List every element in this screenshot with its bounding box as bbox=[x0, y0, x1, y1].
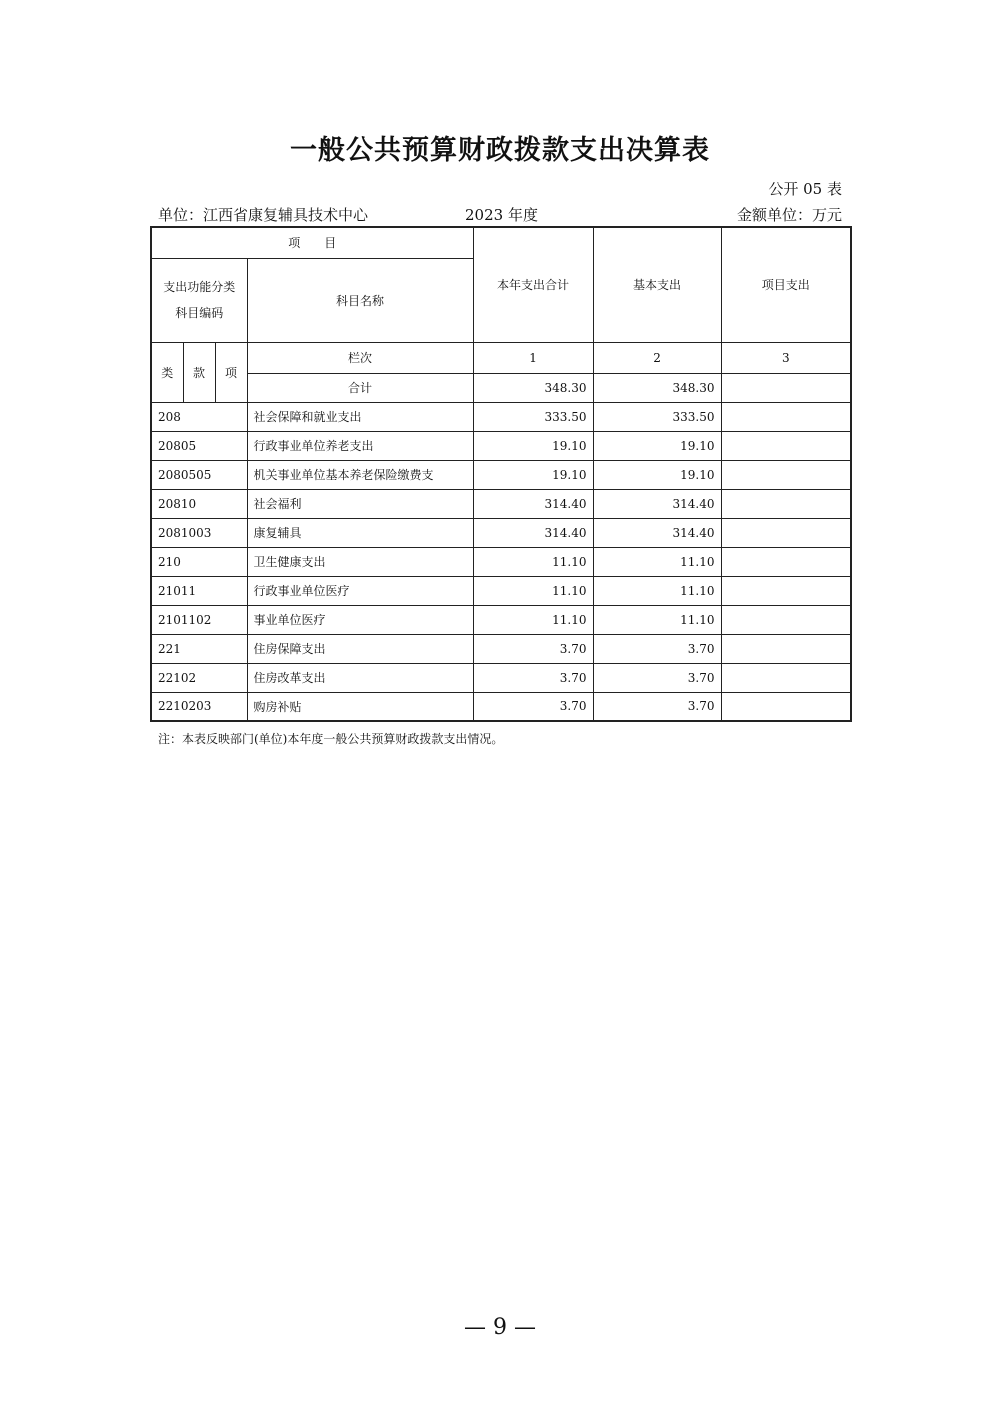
row-project bbox=[721, 489, 851, 518]
table-row bbox=[151, 460, 851, 489]
row-basic: 19.10 bbox=[593, 460, 721, 489]
row-total: 3.70 bbox=[473, 692, 593, 721]
row-code: 208 bbox=[151, 402, 247, 431]
table-note: 注：本表反映部门(单位)本年度一般公共预算财政拨款支出情况。 bbox=[158, 732, 504, 746]
row-project bbox=[721, 402, 851, 431]
header-lei: 类 bbox=[151, 342, 183, 402]
sum-label: 合计 bbox=[247, 373, 473, 402]
fiscal-year: 2023 年度 bbox=[465, 206, 538, 224]
row-basic: 11.10 bbox=[593, 547, 721, 576]
expenditure-table bbox=[150, 226, 852, 722]
row-project bbox=[721, 692, 851, 721]
table-row bbox=[151, 402, 851, 431]
reporting-unit: 单位：江西省康复辅具技术中心 bbox=[158, 206, 369, 224]
row-code: 22102 bbox=[151, 663, 247, 692]
row-project bbox=[721, 605, 851, 634]
row-project bbox=[721, 460, 851, 489]
row-subject-name: 住房改革支出 bbox=[247, 663, 473, 692]
row-total: 11.10 bbox=[473, 576, 593, 605]
table-row bbox=[151, 431, 851, 460]
sum-basic: 348.30 bbox=[593, 373, 721, 402]
header-basic-col: 基本支出 bbox=[593, 227, 721, 342]
table-row bbox=[151, 489, 851, 518]
page-number: — 9 — bbox=[464, 1315, 536, 1340]
header-lanci: 栏次 bbox=[247, 342, 473, 373]
header-project-col: 项目支出 bbox=[721, 227, 851, 342]
header-func-code-line1: 支出功能分类 bbox=[163, 280, 236, 294]
row-total: 19.10 bbox=[473, 460, 593, 489]
row-subject-name: 事业单位医疗 bbox=[247, 605, 473, 634]
row-basic: 19.10 bbox=[593, 431, 721, 460]
row-code: 2101102 bbox=[151, 605, 247, 634]
row-total: 11.10 bbox=[473, 547, 593, 576]
header-xiang: 项 bbox=[215, 342, 247, 402]
row-total: 11.10 bbox=[473, 605, 593, 634]
header-func-code bbox=[151, 258, 247, 342]
row-project bbox=[721, 431, 851, 460]
row-code: 221 bbox=[151, 634, 247, 663]
table-row bbox=[151, 692, 851, 721]
row-code: 20810 bbox=[151, 489, 247, 518]
header-subject-name: 科目名称 bbox=[247, 258, 473, 342]
row-subject-name: 社会福利 bbox=[247, 489, 473, 518]
row-code: 20805 bbox=[151, 431, 247, 460]
row-code: 2080505 bbox=[151, 460, 247, 489]
row-project bbox=[721, 634, 851, 663]
header-col2: 2 bbox=[593, 342, 721, 373]
form-code: 公开 05 表 bbox=[768, 180, 842, 198]
row-subject-name: 购房补贴 bbox=[247, 692, 473, 721]
table-row bbox=[151, 663, 851, 692]
row-subject-name: 行政事业单位养老支出 bbox=[247, 431, 473, 460]
row-basic: 11.10 bbox=[593, 576, 721, 605]
row-total: 3.70 bbox=[473, 634, 593, 663]
row-total: 3.70 bbox=[473, 663, 593, 692]
table-row bbox=[151, 576, 851, 605]
row-subject-name: 康复辅具 bbox=[247, 518, 473, 547]
row-project bbox=[721, 576, 851, 605]
row-code: 21011 bbox=[151, 576, 247, 605]
row-code: 210 bbox=[151, 547, 247, 576]
sum-total: 348.30 bbox=[473, 373, 593, 402]
row-project bbox=[721, 663, 851, 692]
table-row bbox=[151, 605, 851, 634]
row-basic: 3.70 bbox=[593, 663, 721, 692]
row-subject-name: 住房保障支出 bbox=[247, 634, 473, 663]
table-row bbox=[151, 634, 851, 663]
row-code: 2210203 bbox=[151, 692, 247, 721]
row-basic: 333.50 bbox=[593, 402, 721, 431]
row-subject-name: 卫生健康支出 bbox=[247, 547, 473, 576]
row-basic: 314.40 bbox=[593, 518, 721, 547]
row-code: 2081003 bbox=[151, 518, 247, 547]
row-basic: 11.10 bbox=[593, 605, 721, 634]
row-total: 314.40 bbox=[473, 518, 593, 547]
row-total: 314.40 bbox=[473, 489, 593, 518]
row-project bbox=[721, 547, 851, 576]
amount-unit: 金额单位：万元 bbox=[736, 206, 842, 224]
row-basic: 314.40 bbox=[593, 489, 721, 518]
header-col3: 3 bbox=[721, 342, 851, 373]
row-subject-name: 机关事业单位基本养老保险缴费支 bbox=[247, 460, 473, 489]
sum-project bbox=[721, 373, 851, 402]
header-col1: 1 bbox=[473, 342, 593, 373]
header-kuan: 款 bbox=[183, 342, 215, 402]
row-project bbox=[721, 518, 851, 547]
row-basic: 3.70 bbox=[593, 692, 721, 721]
header-project: 项 目 bbox=[151, 227, 473, 258]
table-row bbox=[151, 547, 851, 576]
table-row bbox=[151, 518, 851, 547]
row-basic: 3.70 bbox=[593, 634, 721, 663]
page-title: 一般公共预算财政拨款支出决算表 bbox=[290, 135, 710, 166]
row-subject-name: 行政事业单位医疗 bbox=[247, 576, 473, 605]
row-total: 19.10 bbox=[473, 431, 593, 460]
header-total-col: 本年支出合计 bbox=[473, 227, 593, 342]
row-total: 333.50 bbox=[473, 402, 593, 431]
row-subject-name: 社会保障和就业支出 bbox=[247, 402, 473, 431]
header-func-code-line2: 科目编码 bbox=[175, 306, 224, 320]
